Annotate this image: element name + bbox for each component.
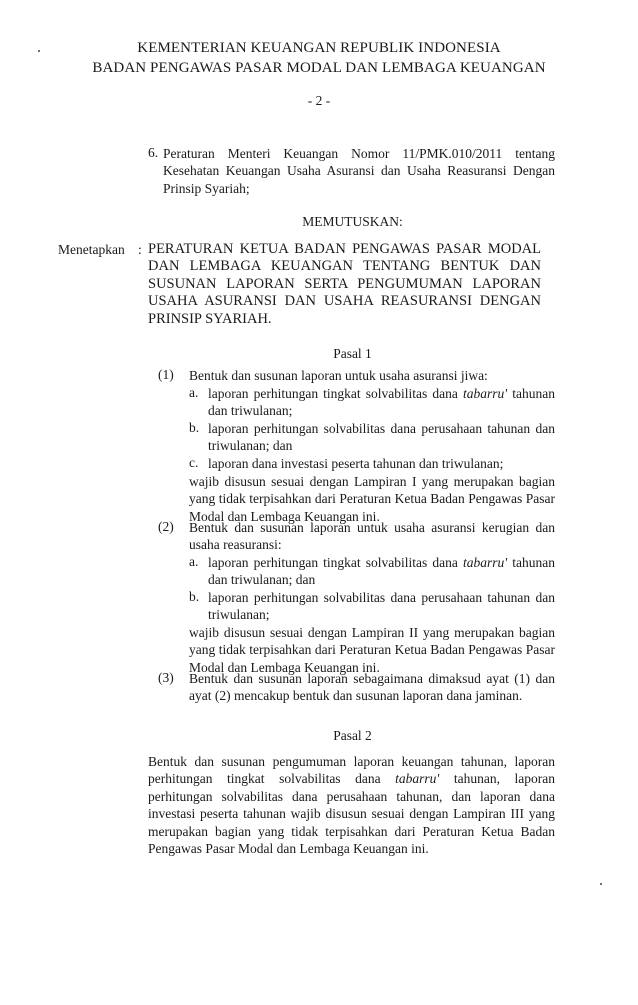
ayat-2-intro: Bentuk dan susunan laporan untuk usaha asuransi kerugian dan usaha reasuransi:	[189, 520, 555, 553]
ayat-2-item-a-suffix: tahunan dan triwulanan; dan	[208, 555, 555, 588]
ayat-2-item-b-label: b.	[189, 589, 200, 604]
ayat-3-text: Bentuk dan susunan laporan sebagaimana dimaksud ayat (1) dan ayat (2) mencakup bentuk dan susunan laporan dana jaminan.	[189, 671, 555, 704]
pasal-2-text	[148, 753, 555, 857]
ayat-1-closing: wajib disusun sesuai dengan Lampiran I yang merupakan bagian yang tidak terpisahkan dari Peraturan Ketua Badan Pengawas Pasar Modal dan Lembaga Keuangan ini.	[189, 474, 555, 524]
ayat-1-intro: Bentuk dan susunan laporan untuk usaha asuransi jiwa:	[189, 368, 488, 383]
ayat-1-item-a-suffix: tahunan dan triwulanan;	[208, 386, 555, 419]
ayat-1-item-a-text: laporan perhitungan tingkat solvabilitas dana	[208, 386, 458, 401]
pasal-2-title: Pasal 2	[333, 728, 372, 743]
scan-speck	[600, 883, 602, 885]
agency-header: BADAN PENGAWAS PASAR MODAL DAN LEMBAGA KEUANGAN	[92, 60, 546, 76]
pasal-1-title: Pasal 1	[333, 346, 372, 361]
pasal-2-term: tabarru'	[395, 771, 440, 787]
pasal-2-text-start: Bentuk dan susunan pengumuman laporan keuangan tahunan, laporan perhitungan tingkat solvabilitas dana	[148, 754, 555, 787]
ayat-2-closing: wajib disusun sesuai dengan Lampiran II yang merupakan bagian yang tidak terpisahkan dari Peraturan Ketua Badan Pengawas Pasar Modal dan Lembaga Keuangan ini.	[189, 625, 555, 675]
considering-item-number: 6.	[148, 145, 159, 160]
ayat-2-item-b: laporan perhitungan solvabilitas dana perusahaan tahunan dan triwulanan;	[208, 590, 555, 623]
considering-item-text: Peraturan Menteri Keuangan Nomor 11/PMK.010/2011 tentang Kesehatan Keuangan Usaha Asuransi dan Usaha Reasuransi Dengan Prinsip Syariah;	[163, 146, 555, 196]
ayat-1-item-a-label: a.	[189, 385, 199, 400]
establish-text: PERATURAN KETUA BADAN PENGAWAS PASAR MODAL DAN LEMBAGA KEUANGAN TENTANG BENTUK DAN SUSUNAN LAPORAN SERTA PENGUMUMAN LAPORAN USAHA ASURANSI DAN USAHA REASURANSI DENGAN PRINSIP SYARIAH.	[148, 241, 541, 327]
ayat-1-item-c-label: c.	[189, 455, 199, 470]
ministry-header: KEMENTERIAN KEUANGAN REPUBLIK INDONESIA	[137, 40, 501, 56]
establish-label: Menetapkan	[58, 242, 125, 257]
establish-colon: :	[138, 242, 142, 257]
ayat-3-number: (3)	[158, 670, 174, 685]
ayat-1-number: (1)	[158, 367, 174, 382]
ayat-2-item-a	[208, 554, 555, 589]
ayat-2-item-a-term: tabarru'	[462, 555, 508, 570]
ayat-1-item-a	[208, 385, 555, 420]
pasal-2-text-end: tahunan, laporan perhitungan solvabilitas dana perusahaan tahunan, dan laporan dana investasi peserta tahunan wajib disusun sesuai dengan Lampiran III yang merupakan bagian yang tidak terpisahkan dari Peraturan Ketua Badan Pengawas Pasar Modal dan Lembaga Keuangan ini.	[148, 771, 555, 857]
ayat-2-number: (2)	[158, 519, 174, 534]
ayat-1-item-b-label: b.	[189, 420, 200, 435]
page-number: - 2 -	[307, 93, 331, 108]
ayat-1-item-a-term: tabarru'	[462, 386, 508, 401]
ayat-1-item-b: laporan perhitungan solvabilitas dana perusahaan tahunan dan triwulanan; dan	[208, 421, 555, 454]
decision-heading: MEMUTUSKAN:	[302, 214, 403, 229]
ayat-1-item-c: laporan dana investasi peserta tahunan dan triwulanan;	[208, 456, 504, 471]
ayat-2-item-a-label: a.	[189, 554, 199, 569]
ayat-2-item-a-text: laporan perhitungan tingkat solvabilitas dana	[208, 555, 458, 570]
